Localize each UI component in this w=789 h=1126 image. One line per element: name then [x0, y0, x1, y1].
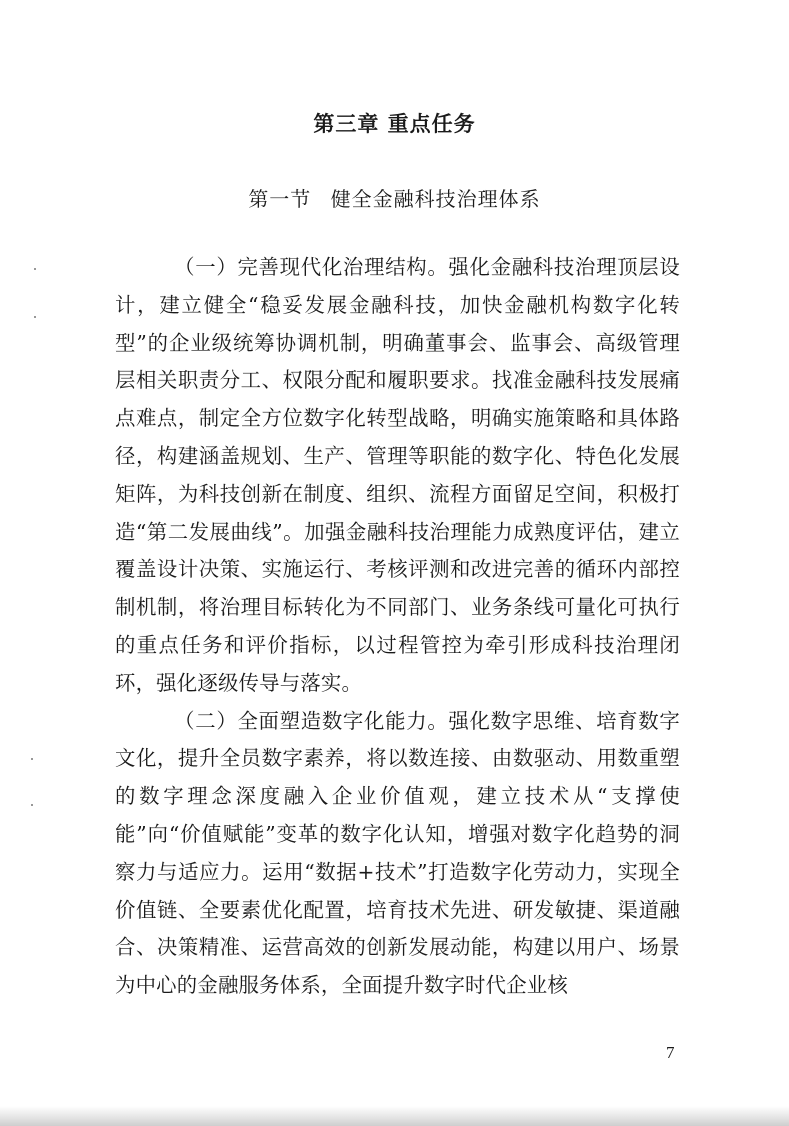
scan-speck: [31, 758, 33, 760]
paragraph-text: 强化数字思维、培育数字文化，提升全员数字素养，将以数连接、由数驱动、用数重塑的数字理念深度融入企业价值观，建立技术从“支撑使能”向“价值赋能”变革的数字化认知，增强对数字化趋势的洞察力与适应力。运用“数据+技术”打造数字化劳动力，实现全价值链、全要素优化配置，培育技术先进、研发敏捷、渠道融合、决策精准、运营高效的创新发展动能，构建以用户、场景为中心的金融服务体系，全面提升数字时代企业核: [115, 708, 680, 998]
scan-speck: [31, 804, 33, 806]
paragraph-lead: （一）完善现代化治理结构。: [174, 255, 449, 279]
section-title: 第一节 健全金融科技治理体系: [248, 187, 541, 211]
paragraph: [115, 249, 680, 703]
paragraph: [115, 703, 680, 1005]
scan-speck: [34, 268, 36, 270]
page-number: 7: [666, 1043, 675, 1062]
paragraph-text: 强化金融科技治理顶层设计，建立健全“稳妥发展金融科技，加快金融机构数字化转型”的企业级统筹协调机制，明确董事会、监事会、高级管理层相关职责分工、权限分配和履职要求。找准金融科技发展痛点难点，制定全方位数字化转型战略，明确实施策略和具体路径，构建涵盖规划、生产、管理等职能的数字化、特色化发展矩阵，为科技创新在制度、组织、流程方面留足空间，积极打造“第二发展曲线”。加强金融科技治理能力成熟度评估，建立覆盖设计决策、实施运行、考核评测和改进完善的循环内部控制机制，将治理目标转化为不同部门、业务条线可量化可执行的重点任务和评价指标，以过程管控为牵引形成科技治理闭环，强化逐级传导与落实。: [115, 255, 680, 695]
paragraph-lead: （二）全面塑造数字化能力。: [174, 708, 449, 733]
body-text: [115, 249, 680, 1005]
scan-bottom-edge: [0, 1106, 789, 1126]
chapter-title: 第三章 重点任务: [313, 112, 476, 136]
scan-speck: [34, 316, 36, 318]
